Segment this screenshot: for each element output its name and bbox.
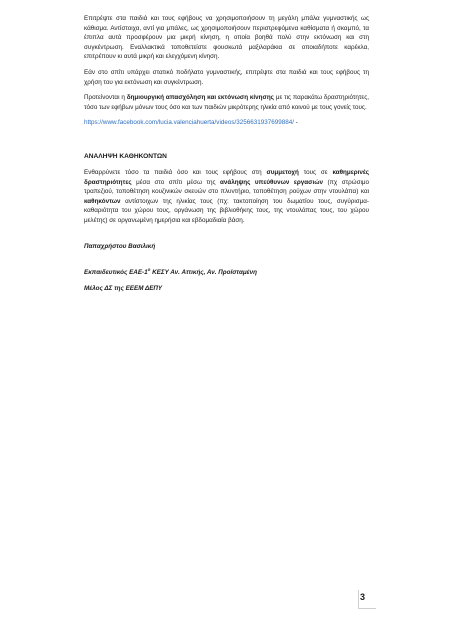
- resp-bold-participation: συμμετοχή: [266, 168, 299, 176]
- page-number-border-vertical: [358, 590, 359, 608]
- activities-text-a: Προτείνονται η: [84, 94, 127, 102]
- document-page: [84, 14, 369, 293]
- link-suffix: -: [294, 119, 298, 127]
- section-heading: ΑΝΑΛΗΨΗ ΚΑΘΗΚΟΝΤΩΝ: [84, 152, 167, 160]
- author-role: [84, 265, 369, 278]
- facebook-video-link[interactable]: https://www.facebook.com/lucia.valenciahuerta/videos/3256631937699884/: [84, 119, 295, 127]
- activities-text-c: με τις παρακάτω δραστηριότητες, τόσο των εφήβων μόνων τους όσο και των παιδιών μικρότερης ηλικία από κοινού με τους γονείς τους.: [84, 94, 369, 111]
- resp-text-a: Ενθαρρύνετε τόσο τα παιδιά όσο και τους εφήβους στη: [84, 168, 267, 176]
- resp-bold-daily-activities: καθημερινές δραστηριότητες: [84, 168, 369, 186]
- resp-text-g: (πχ στρώσιμο τραπεζιού, τοποθέτηση κουζινικών σκευών στο πλυντήριο, τοποθέτηση ρούχων στην ντουλάπα) και: [84, 178, 369, 196]
- page-number: 3: [360, 592, 366, 602]
- resp-text-c: τους σε: [298, 168, 333, 176]
- paragraph-responsibilities: [84, 168, 369, 226]
- page-number-border-horizontal: [358, 608, 376, 609]
- resp-text-e: μέσα στο σπίτι μέσω της: [131, 178, 220, 186]
- resp-bold-tasks: ανάληψης υπεύθυνων εργασιών: [219, 178, 324, 186]
- role-superscript: ο: [147, 267, 151, 273]
- author-name: Παπαχρήστου Βασιλική: [84, 242, 156, 250]
- paragraph-link: [84, 118, 369, 128]
- paragraph-activities: [84, 93, 369, 112]
- resp-text-i: αντίστοιχων της ηλικίας τους (πχ: τακτοποίηση του δωματίου τους, συγύρισμα-καθαριότητα του χώρου τους, οργάνωση της βιβλιοθήκης τους, της ντουλάπας τους, του χώρου μελέτης) σε οργανωμένη ημερήσια και εβδομαδιαία βάση.: [84, 197, 369, 224]
- author-membership: Μέλος ΔΣ της ΕΕΕΜ ΔΕΠΥ: [84, 284, 163, 292]
- paragraph-stationary-bike: Εάν στο σπίτι υπάρχει στατικό ποδήλατο γυμναστικής, επιτρέψτε στα παιδιά και τους εφήβους τη χρήση του για εκτόνωση και συγκέντρωση.: [84, 68, 369, 86]
- activities-bold: δημιουργική απασχόληση και εκτόνωση κίνησης: [126, 94, 274, 102]
- resp-bold-duties: καθηκόντων: [84, 197, 121, 205]
- paragraph-exercise-ball: Επιτρέψτε στα παιδιά και τους εφήβους να χρησιμοποιήσουν τη μεγάλη μπάλα γυμναστικής ως κάθισμα. Αντίστοιχα, αντί για μπάλες, ως χρησιμοποιήσουν περιστρεφόμενα καθίσματα ή σκαμπό, τα έπιπλα αυτά προσφέρουν μια μικρή κίνηση, η οποία βοηθά πολύ στην εκτόνωση και στη συγκέντρωση. Εναλλακτικά τοποθετείστε φουσκωτά μαξιλαράκια σε οποιαδήποτε καρέκλα, επιτρέπουν κι αυτά μικρή και ελεγχόμενη κίνηση.: [84, 15, 369, 61]
- role-rest: ΚΕΣΥ Αν. Αττικής, Αν. Προϊσταμένη: [150, 269, 258, 277]
- role-text: Εκπαιδευτικός ΕΑΕ-1: [84, 269, 148, 277]
